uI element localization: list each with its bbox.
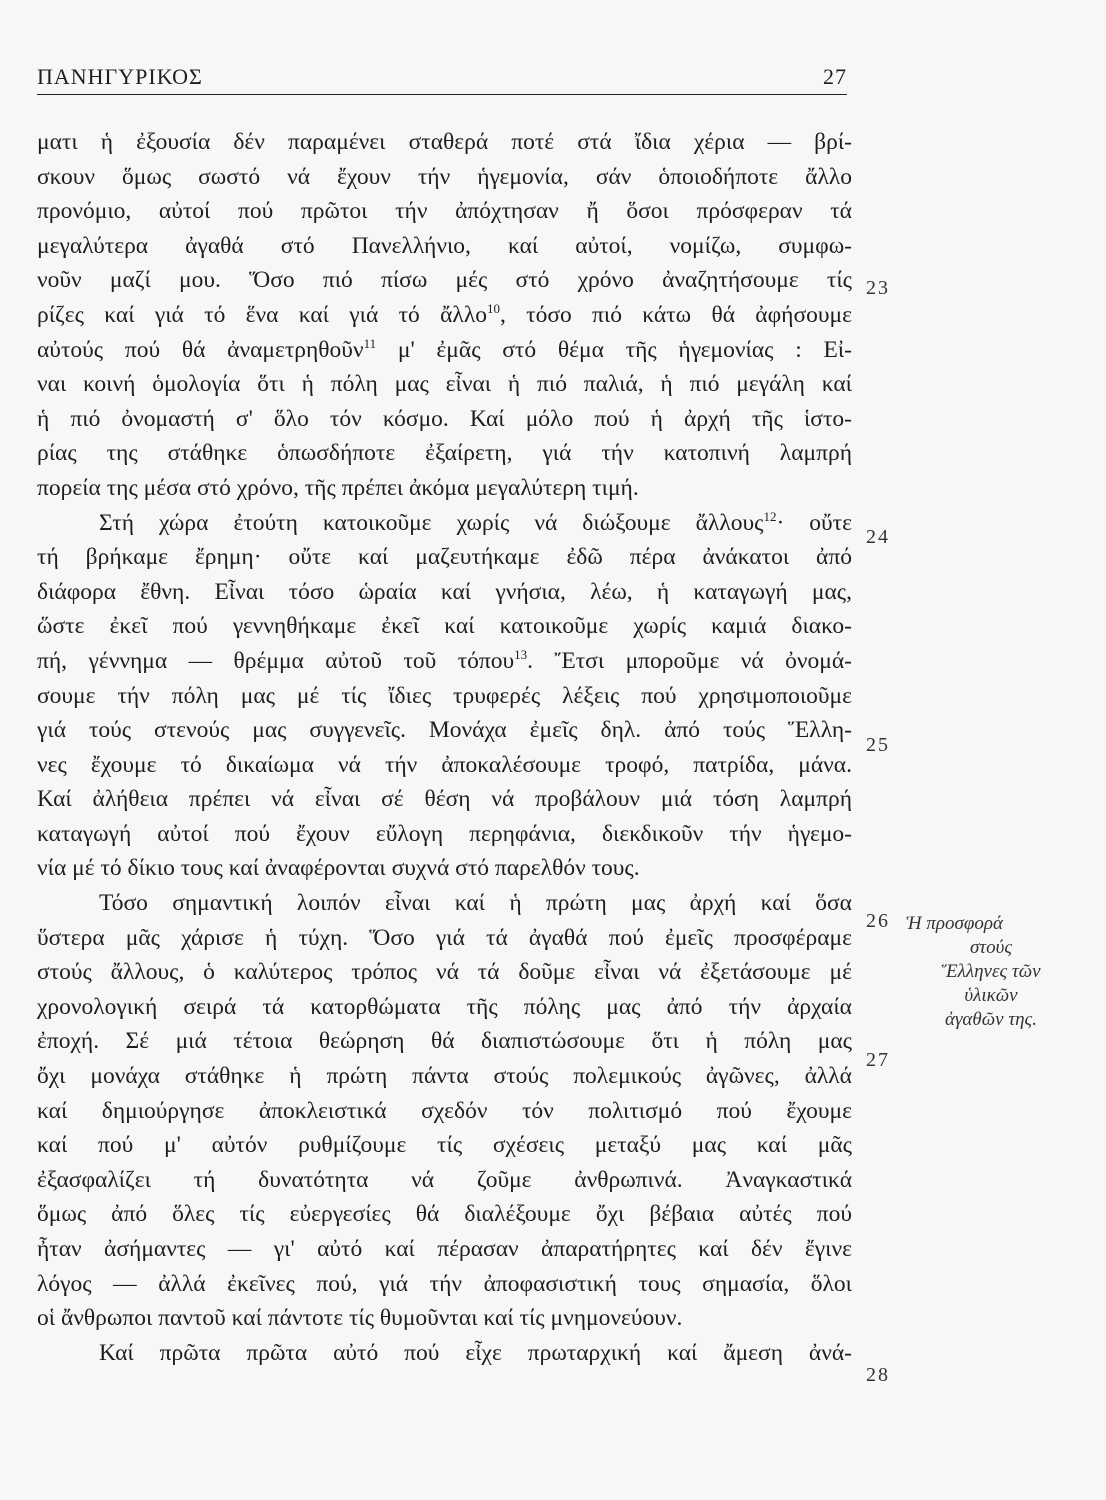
- footnote-ref: 13: [514, 646, 528, 662]
- text-line: καί πού μ' αὐτόν ρυθμίζουμε τίς σχέσεις μεταξύ μας καί μᾶς: [37, 1132, 852, 1159]
- text-line: καταγωγή αὐτοί πού ἔχουν εὔλογη περηφάνια, διεκδικοῦν τήν ἡγεμο-: [37, 820, 852, 847]
- text-line: [37, 644, 852, 679]
- text-line: λόγος — ἀλλά ἐκεῖνες πού, γιά τήν ἀποφασιστική τους σημασία, ὅλοι: [37, 1270, 852, 1297]
- text-line: ἡ πιό ὀνομαστή σ' ὅλο τόν κόσμο. Καί μόλο πού ἡ ἀρχή τῆς ἱστο-: [37, 405, 852, 432]
- text-line: ὄχι μονάχα στάθηκε ἡ πρώτη πάντα στούς πολεμικούς ἀγῶνες, ἀλλά: [37, 1063, 852, 1090]
- text-line: πορεία της μέσα στό χρόνο, τῆς πρέπει ἀκόμα μεγαλύτερη τιμή.: [37, 474, 639, 501]
- margin-note-line: Ἡ προσφορά: [906, 913, 1003, 934]
- line-segment: μ' ἐμᾶς στό θέμα τῆς ἡγεμονίας : Εἰ-: [376, 336, 852, 363]
- main-text: [37, 125, 852, 1370]
- running-head: [37, 62, 847, 92]
- text-line: Καί πρῶτα πρῶτα αὐτό πού εἶχε πρωταρχική καί ἄμεση ἀνά-: [99, 1339, 852, 1366]
- text-line: νοῦν μαζί μου. Ὅσο πιό πίσω μές στό χρόνο ἀναζητήσουμε τίς: [37, 267, 852, 294]
- line-segment: · οὔτε: [776, 509, 852, 536]
- footnote-ref: 11: [363, 335, 377, 351]
- running-title: ΠΑΝΗΓΥΡΙΚΟΣ: [37, 64, 203, 89]
- text-line: τή βρήκαμε ἔρημη· οὔτε καί μαζευτήκαμε ἐδῶ πέρα ἀνάκατοι ἀπό: [37, 544, 852, 571]
- text-line: σουμε τήν πόλη μας μέ τίς ἴδιες τρυφερές λέξεις πού χρησιμοποιοῦμε: [37, 682, 852, 709]
- margin-note-line: ὑλικῶν: [964, 985, 1018, 1006]
- header-rule: [37, 94, 847, 95]
- line-segment: ρίζες καί γιά τό ἕνα καί γιά τό ἄλλο: [37, 301, 487, 328]
- section-number: 28: [866, 1364, 890, 1386]
- section-number: 25: [866, 734, 890, 756]
- text-line: οἱ ἄνθρωποι παντοῦ καί πάντοτε τίς θυμοῦνται καί τίς μνημονεύουν.: [37, 1305, 683, 1332]
- text-line: ἐξασφαλίζει τή δυνατότητα νά ζοῦμε ἀνθρωπινά. Ἀναγκαστικά: [37, 1166, 852, 1193]
- margin-note: [906, 912, 1076, 1032]
- text-line: Καί ἀλήθεια πρέπει νά εἶναι σέ θέση νά προβάλουν μιά τόση λαμπρή: [37, 786, 852, 813]
- footnote-ref: 10: [486, 300, 500, 316]
- text-line: καί δημιούργησε ἀποκλειστικά σχεδόν τόν πολιτισμό πού ἔχουμε: [37, 1097, 852, 1124]
- margin-note-line: στούς: [969, 937, 1013, 958]
- text-line: χρονολογική σειρά τά κατορθώματα τῆς πόλης μας ἀπό τήν ἀρχαία: [37, 993, 852, 1020]
- text-line: σκουν ὅμως σωστό νά ἔχουν τήν ἡγεμονία, σάν ὁποιοδήποτε ἄλλο: [37, 163, 852, 190]
- text-line: διάφορα ἔθνη. Εἶναι τόσο ὡραία καί γνήσια, λέω, ἡ καταγωγή μας,: [37, 578, 852, 605]
- text-line: ρίας της στάθηκε ὁπωσδήποτε ἐξαίρετη, γιά τήν κατοπινή λαμπρή: [37, 440, 852, 467]
- margin-note-line: Ἕλληνες τῶν: [941, 961, 1041, 982]
- text-line: νες ἔχουμε τό δικαίωμα νά τήν ἀποκαλέσουμε τροφό, πατρίδα, μάνα.: [37, 751, 852, 778]
- section-number: 23: [866, 277, 890, 299]
- text-line: ὅμως ἀπό ὅλες τίς εὐεργεσίες θά διαλέξουμε ὄχι βέβαια αὐτές πού: [37, 1201, 852, 1228]
- text-line: ὥστε ἐκεῖ πού γεννηθήκαμε ἐκεῖ καί κατοικοῦμε χωρίς καμιά διακο-: [37, 613, 852, 640]
- section-number: 27: [866, 1049, 890, 1071]
- text-line: ὕστερα μᾶς χάρισε ἡ τύχη. Ὅσο γιά τά ἀγαθά πού ἐμεῖς προσφέραμε: [37, 924, 852, 951]
- line-segment: πή, γέννημα — θρέμμα αὐτοῦ τοῦ τόπου: [37, 647, 515, 674]
- line-segment: , τόσο πιό κάτω θά ἀφήσουμε: [499, 301, 852, 328]
- line-segment: αὐτούς πού θά ἀναμετρηθοῦν: [37, 336, 364, 363]
- footnote-ref: 12: [763, 508, 777, 524]
- line-segment: Στή χώρα ἐτούτη κατοικοῦμε χωρίς νά διώξουμε ἄλλους: [99, 509, 764, 536]
- text-line: ἦταν ἀσήμαντες — γι' αὐτό καί πέρασαν ἀπαρατήρητες καί δέν ἔγινε: [37, 1236, 852, 1262]
- margin-note-line: ἀγαθῶν της.: [944, 1009, 1038, 1030]
- text-line: [37, 298, 852, 333]
- section-number: 24: [866, 526, 890, 548]
- text-line: ναι κοινή ὁμολογία ὅτι ἡ πόλη μας εἶναι ἡ πιό παλιά, ἡ πιό μεγάλη καί: [37, 371, 852, 398]
- text-line: [37, 333, 852, 368]
- text-line: [37, 506, 852, 541]
- text-line: στούς ἄλλους, ὁ καλύτερος τρόπος νά τά δοῦμε εἶναι νά ἐξετάσουμε μέ: [37, 959, 852, 986]
- text-line: γιά τούς στενούς μας συγγενεῖς. Μονάχα ἐμεῖς δηλ. ἀπό τούς Ἕλλη-: [37, 717, 852, 744]
- text-line: μεγαλύτερα ἀγαθά στό Πανελλήνιο, καί αὐτοί, νομίζω, συμφω-: [37, 232, 852, 259]
- section-number: 26: [866, 910, 890, 932]
- text-line: ματι ἡ ἐξουσία δέν παραμένει σταθερά ποτέ στά ἴδια χέρια — βρί-: [37, 129, 852, 155]
- page-number: 27: [823, 64, 847, 89]
- text-line: νία μέ τό δίκιο τους καί ἀναφέρονται συχνά στό παρελθόν τους.: [37, 855, 640, 882]
- text-line: ἐποχή. Σέ μιά τέτοια θεώρηση θά διαπιστώσουμε ὅτι ἡ πόλη μας: [37, 1028, 852, 1055]
- line-segment: . Ἔτσι μποροῦμε νά ὀνομά-: [527, 647, 853, 674]
- text-line: Τόσο σημαντική λοιπόν εἶναι καί ἡ πρώτη μας ἀρχή καί ὅσα: [99, 890, 852, 917]
- text-line: προνόμιο, αὐτοί πού πρῶτοι τήν ἀπόχτησαν ἤ ὅσοι πρόσφεραν τά: [37, 198, 852, 225]
